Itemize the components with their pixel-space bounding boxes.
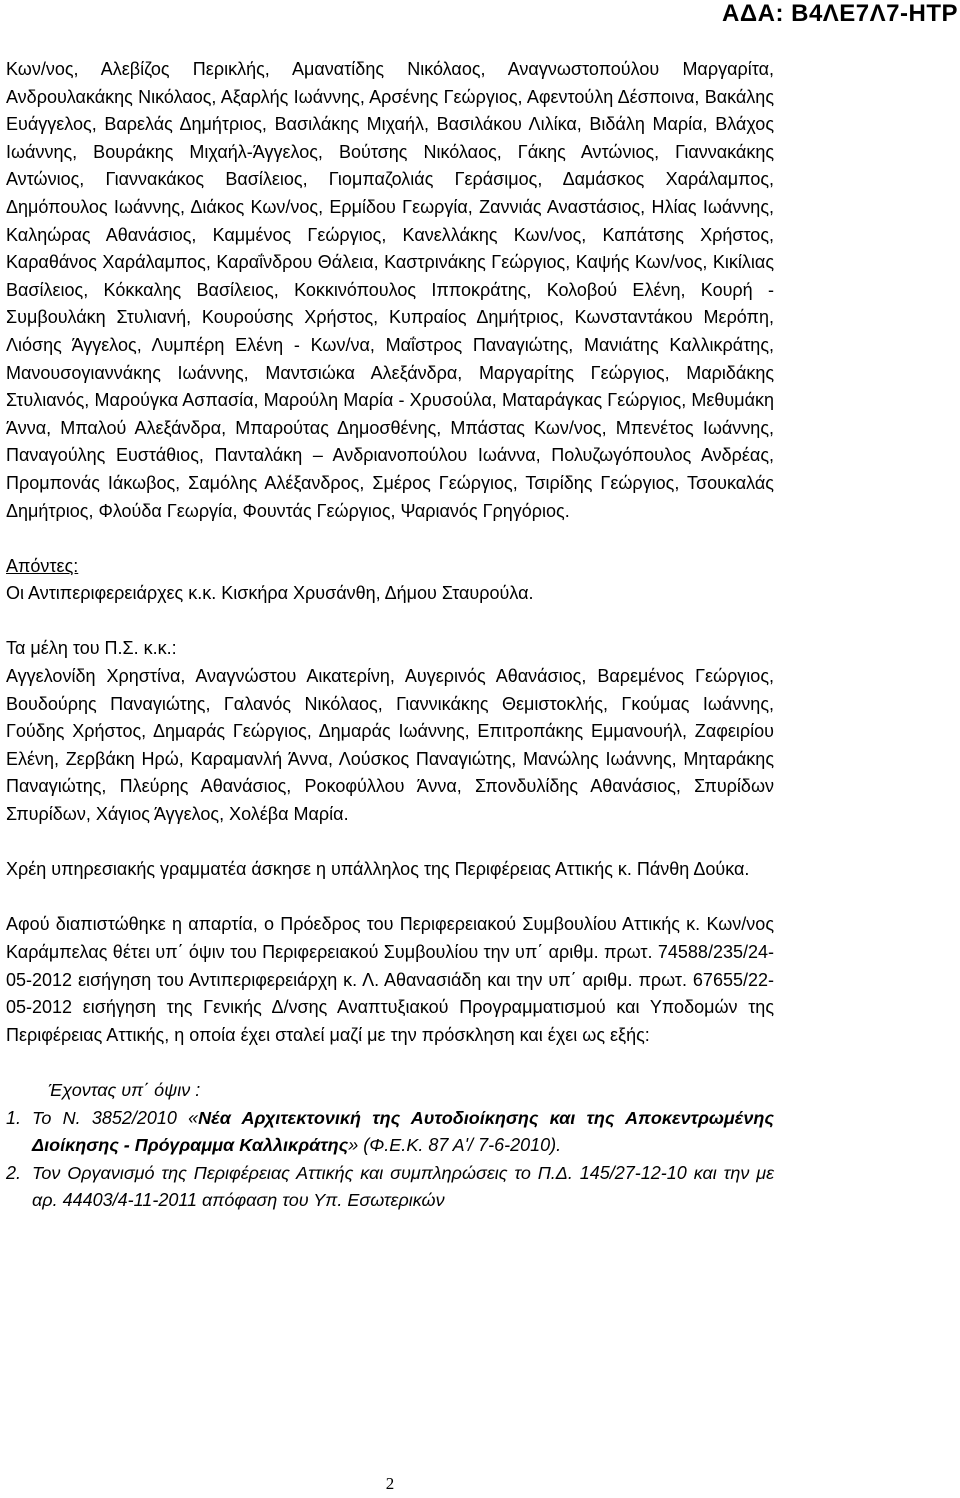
secretary-paragraph: Χρέη υπηρεσιακής γραμματέα άσκησε η υπάλληλος της Περιφέρειας Αττικής κ. Πάνθη Δούκα. <box>6 859 750 880</box>
spacer <box>6 884 774 912</box>
attendees-paragraph: Κων/νος, Αλεβίζος Περικλής, Αμανατίδης Νικόλαος, Αναγνωστοπούλου Μαργαρίτα, Ανδρουλακάκης Νικόλαος, Αξαρλής Ιωάννης, Αρσένης Γεώργιος, Αφεντούλη Δέσποινα, Βακάλης Ευάγγελος, Βαρελάς Δημήτριος, Βασιλάκης Μιχαήλ, Βασιλάκου Λιλίκα, Βιδάλη Μαρία, Βλάχος Ιωάννης, Βουράκης Μιχαήλ-Άγγελος, Βούτσης Νικόλαος, Γάκης Αντώνιος, Γιαννακάκης Αντώνιος, Γιαννακάκος Βασίλειος, Γιομπαζολιάς Γεράσιμος, Δαμάσκος Χαράλαμπος, Δημόπουλος Ιωάννης, Διάκος Κων/νος, Ερμίδου Γεωργία, Ζαννιάς Αναστάσιος, Ηλίας Ιωάννης, Καληώρας Αθανάσιος, Καμμένος Γεώργιος, Κανελλάκης Κων/νος, Καπάτσης Χρήστος, Καραθάνος Χαράλαμπος, Καραΐνδρου Θάλεια, Καστρινάκης Γεώργιος, Καψής Κων/νος, Κικίλιας Βασίλειος, Κόκκαλης Βασίλειος, Κοκκινόπουλος Ιπποκράτης, Κολοβού Ελένη, Κουρή - Συμβουλάκη Στυλιανή, Κουρούσης Χρήστος, Κυπραίος Δημήτριος, Κωνσταντάκου Μερόπη, Λιόσης Άγγελος, Λυμπέρη Ελένη - Κων/να, Μαΐστρος Παναγιώτης, Μανιάτης Καλλικράτης, Μανουσογιαννάκης Ιωάννης, Μαντσιώκα Αλεξάνδρα, Μαργαρίτης Γεώργιος, Μαριδάκης Στυλιανός, Μαρούγκα Ασπασία, Μαρούλη Μαρία - Χρυσούλα, Ματαράγκας Γεώργιος, Μεθυμάκη Άννα, Μπαλού Αλεξάνδρα, Μπαρούτας Δημοσθένης, Μπάστας Κων/νος, Μπενέτος Ιωάννης, Παναγούλης Ευστάθιος, Πανταλάκη – Ανδριανοπούλου Ιωάννα, Πολυζωγόπουλος Ανδρέας, Προμπονάς Ιάκωβος, Σαμόλης Αλέξανδρος, Σμέρος Γεώργιος, Τσιρίδης Γεώργιος, Τσουκαλάς Δημήτριος, Φλούδα Γεωργία, Φουντάς Γεώργιος, Ψαριανός Γρηγόριος. <box>6 59 774 521</box>
spacer <box>6 829 774 857</box>
document-id: ΑΔΑ: Β4ΛΕ7Λ7-ΗΤΡ <box>722 0 958 27</box>
spacer <box>6 1049 774 1077</box>
list-item-prefix: Το Ν. 3852/2010 « <box>32 1107 199 1128</box>
list-item-suffix: » (Φ.Ε.Κ. 87 Α'/ 7-6-2010). <box>348 1135 562 1156</box>
absent-heading <box>6 553 774 581</box>
list-item <box>6 1105 774 1160</box>
list-item-number: 2. <box>6 1162 22 1183</box>
spacer <box>6 525 774 553</box>
list-item-text <box>32 1160 774 1215</box>
list-item-number: 1. <box>6 1107 22 1128</box>
list-item-text <box>32 1105 774 1160</box>
absent-paragraph: Οι Αντιπεριφερειάρχες κ.κ. Κισκήρα Χρυσάνθη, Δήμου Σταυρούλα. <box>6 583 534 604</box>
spacer <box>6 608 774 636</box>
members-paragraph: Αγγελονίδη Χρηστίνα, Αναγνώστου Αικατερίνη, Αυγερινός Αθανάσιος, Βαρεμένος Γεώργιος, Βουδούρης Παναγιώτης, Γαλανός Νικόλαος, Γιαννικάκης Θεμιστοκλής, Γκούμας Ιωάννης, Γούδης Χρήστος, Δημαράς Γεώργιος, Δημαράς Ιωάννης, Επιτροπάκης Εμμανουήλ, Ζαφειρίου Ελένη, Ζερβάκη Ηρώ, Καραμανλή Άννα, Λούσκος Παναγιώτης, Μανώλης Ιωάννης, Μηταράκης Παναγιώτης, Πλεύρης Αθανάσιος, Ροκοφύλλου Άννα, Σπονδυλίδης Αθανάσιος, Σπυρίδων Σπυρίδων, Χάγιος Άγγελος, Χολέβα Μαρία. <box>6 666 774 825</box>
list-item-law-title: Νέα Αρχιτεκτονική της Αυτοδιοίκησης και της Αποκεντρωμένης Διοίκησης - Πρόγραμμα Καλλικράτης <box>32 1107 774 1156</box>
list-item <box>6 1160 774 1215</box>
page-number: 2 <box>385 1474 395 1493</box>
document-body <box>6 56 774 1215</box>
members-heading: Τα μέλη του Π.Σ. κ.κ.: <box>6 638 177 659</box>
quorum-paragraph: Αφού διαπιστώθηκε η απαρτία, ο Πρόεδρος του Περιφερειακού Συμβουλίου Αττικής κ. Κων/νος Καράμπελας θέτει υπ΄ όψιν του Περιφερειακού Συμβουλίου την υπ΄ αριθμ. πρωτ. 74588/235/24-05-2012 εισήγηση του Αντιπεριφερειάρχη κ. Λ. Αθανασιάδη και την υπ΄ αριθμ. πρωτ. 67655/22-05-2012 εισήγηση της Γενικής Δ/νσης Αναπτυξιακού Προγραμματισμού και Υποδομών της Περιφέρειας Αττικής, η οποία έχει σταλεί μαζί με την πρόσκληση και έχει ως εξής: <box>6 914 774 1045</box>
considering-heading: Έχοντας υπ΄ όψιν : <box>48 1079 201 1100</box>
absent-heading-label: Απόντες: <box>6 555 79 576</box>
list-item-prefix: Τον Οργανισμό της Περιφέρειας Αττικής και συμπληρώσεις το Π.Δ. 145/27-12-10 και την με αρ. 44403/4-11-2011 απόφαση του Υπ. Εσωτερικών <box>32 1162 774 1211</box>
